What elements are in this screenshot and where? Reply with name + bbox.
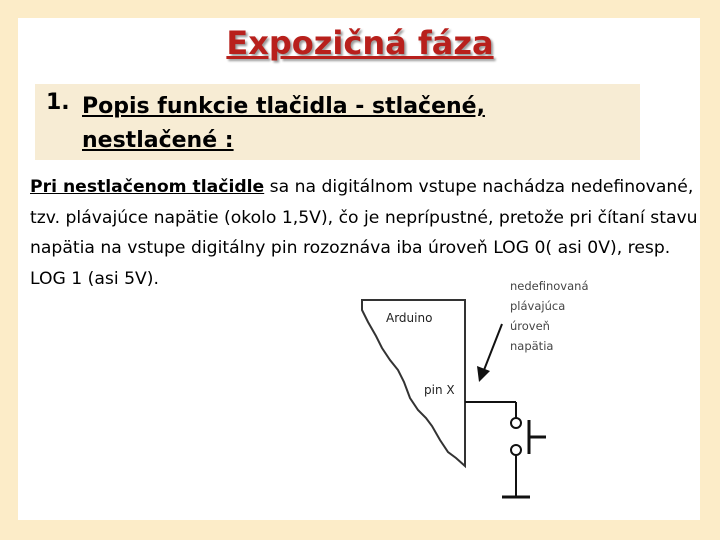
pin-x-label: pin X <box>424 383 455 397</box>
annotation-line-2: plávajúca <box>510 299 566 313</box>
heading-number: 1. <box>46 90 70 115</box>
annotation-line-4: napätia <box>510 339 554 353</box>
annotation-line-1: nedefinovaná <box>510 279 589 293</box>
switch-contact-bottom <box>511 445 521 455</box>
annotation-arrow-line <box>484 324 502 370</box>
arduino-label: Arduino <box>386 311 433 325</box>
heading-text: Popis funkcie tlačidla - stlačené, nestlačené : <box>82 94 485 153</box>
switch-contact-top <box>511 418 521 428</box>
annotation-arrow-head <box>477 366 490 382</box>
annotation-line-3: úroveň <box>510 319 550 333</box>
paragraph-rest: sa na digitálnom vstupe nachádza nedefinované, tzv. plávajúce napätie (okolo 1,5V), čo je neprípustné, pretože pri čítaní stavu napätia na vstupe digitálny pin rozoznáva iba úroveň LOG 0( asi 0V), resp. LOG 1 (asi 5V). <box>30 177 698 289</box>
paragraph-lead: Pri nestlačenom tlačidle <box>30 177 265 197</box>
circuit-diagram <box>340 270 620 520</box>
slide-title: Expozičná fáza <box>226 24 494 62</box>
